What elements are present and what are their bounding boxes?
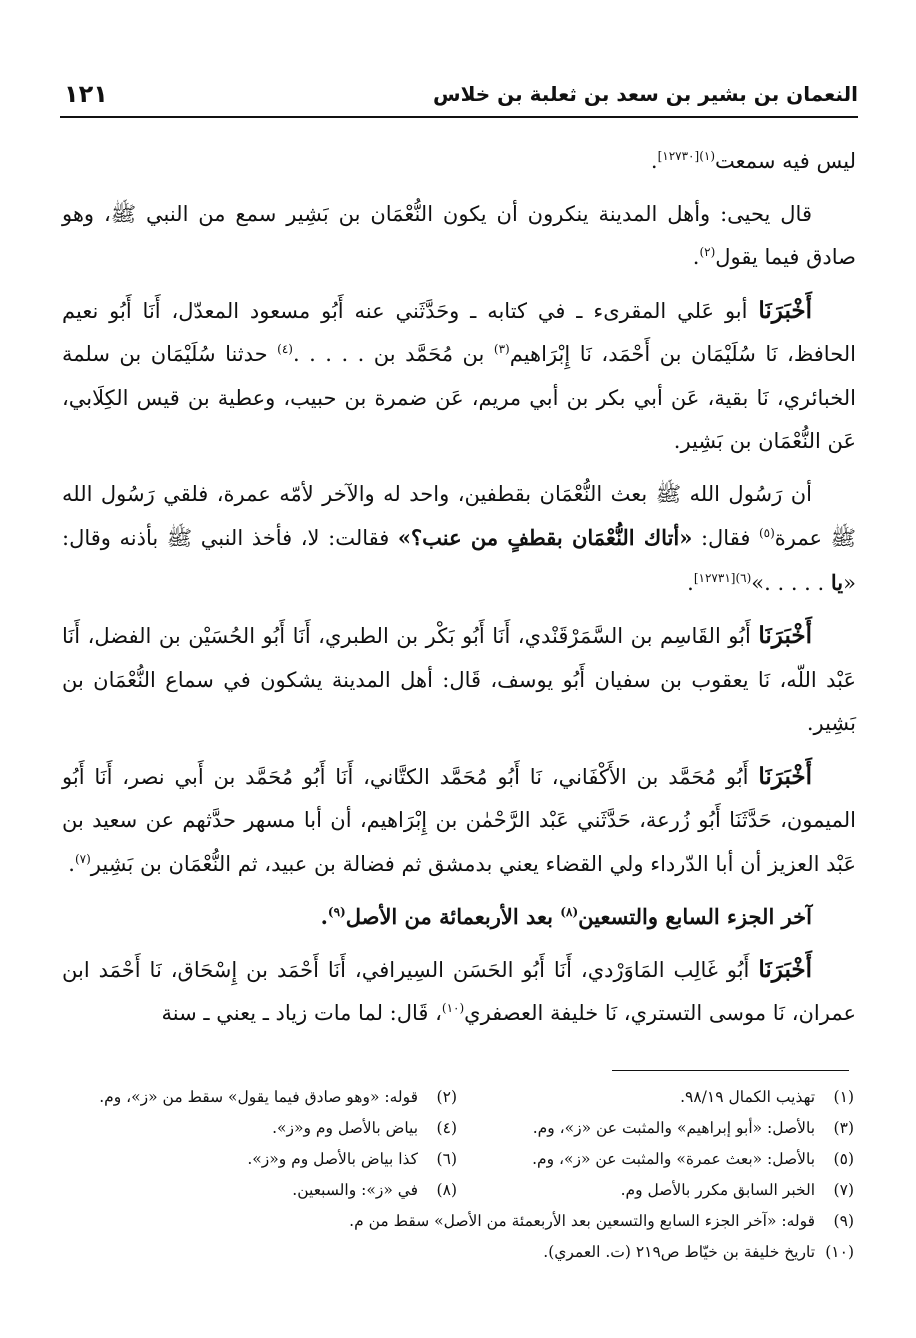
paragraph-text: قال يحيى: وأهل المدينة ينكرون أن يكون النُّعْمَان بن بَشِير سمع من النبي ﷺ، وهو صادق فيما يقول — [62, 201, 856, 269]
akhbarana-keyword: أَخْبَرَنَا — [758, 296, 812, 324]
paragraph-3 — [62, 289, 856, 464]
paragraph-8 — [62, 948, 856, 1036]
footnote-separator — [612, 1070, 849, 1071]
footnote-ref: (١٠) — [441, 1001, 465, 1015]
running-title: النعمان بن بشير بن سعد بن ثعلبة بن خلاس — [433, 82, 858, 106]
hadith-quote: «أتاك النُّعْمَان بقطفٍ من عنب؟» — [397, 525, 693, 550]
footnote-text: بالأصل: «بعث عمرة» والمثبت عن «ز»، وم. — [532, 1150, 816, 1168]
footnote-text: قوله: «وهو صادق فيما يقول» سقط من «ز»، وم. — [99, 1088, 419, 1106]
footnote-number: (٦) — [436, 1150, 457, 1168]
paragraph-text: أَبُو غَالِب المَاوَرْدي، أَنَا أَبُو الحَسَن السِيرافي، أَنَا أَحْمَد بن إِسْحَاق، نَا أَحْمَد ابن عمران، نَا موسى التستري، نَا خليفة العصفري — [62, 957, 856, 1025]
paragraph-text: فقالت: لا، فأخذ النبي ﷺ بأذنه وقال: « — [62, 526, 856, 595]
footnote-ref: (٢) — [699, 245, 716, 259]
footnote-5 — [457, 1144, 854, 1175]
paragraph-text: بعد الأربعمائة من الأصل — [345, 904, 561, 929]
footnote-number: (١) — [833, 1088, 854, 1106]
page-header — [60, 76, 858, 118]
paragraph-text: فقال: — [692, 526, 759, 550]
footnote-text: قوله: «آخر الجزء السابع والتسعين بعد الأربعمئة من الأصل» سقط من م. — [349, 1212, 816, 1230]
footnote-number: (٧) — [833, 1181, 854, 1199]
paragraph-tail: . — [650, 149, 658, 173]
footnote-ref: (٨) — [560, 905, 579, 919]
footnote-1 — [457, 1082, 854, 1113]
footnote-9 — [60, 1206, 854, 1237]
paragraph-text: بن مُحَمَّد بن . . . . . — [292, 342, 494, 366]
footnote-text: في «ز»: والسبعين. — [292, 1181, 419, 1199]
footnote-ref: (٥) — [758, 526, 775, 540]
paragraph-text: أَبُو القَاسِم بن السَّمَرْقَنْدي، أَنَا أَبُو بَكْر بن الطبري، أَنَا أَبُو الحُسَيْن بن الفضل، أَنَا عَبْد اللّه، نَا يعقوب بن سفيان أَبُو يوسف، قَال: أهل المدينة يشكون في سماع النُّعْمَان بن بَشِير. — [62, 624, 856, 735]
footnote-8 — [60, 1175, 457, 1206]
footnote-text: بالأصل: «أبو إبراهيم» والمثبت عن «ز»، وم. — [532, 1119, 816, 1137]
main-text — [62, 140, 856, 1045]
footnote-10 — [60, 1237, 854, 1268]
hadith-number: [١٢٧٣١] — [693, 570, 736, 585]
footnote-ref: (٦) — [735, 570, 752, 585]
paragraph-text: آخر الجزء السابع والتسعين — [578, 904, 812, 929]
footnote-row — [60, 1175, 854, 1206]
footnote-text: تهذيب الكمال ٩٨/١٩. — [680, 1088, 816, 1106]
footnote-3 — [457, 1113, 854, 1144]
footnote-6 — [60, 1144, 457, 1175]
footnote-number: (١٠) — [825, 1243, 854, 1261]
akhbarana-keyword: أَخْبَرَنَا — [758, 622, 812, 649]
footnote-number: (٣) — [833, 1119, 854, 1137]
paragraph-5 — [62, 614, 856, 746]
paragraph-tail: . — [320, 904, 328, 929]
footnote-ref: (١) — [699, 149, 716, 163]
akhbarana-keyword: أَخْبَرَنَا — [758, 762, 812, 790]
hadith-number: [١٢٧٣٠] — [657, 149, 700, 163]
footnote-text: كذا بياض بالأصل وم و«ز». — [247, 1150, 419, 1168]
footnote-number: (٥) — [833, 1150, 854, 1168]
footnote-number: (٢) — [436, 1088, 457, 1106]
footnote-row — [60, 1082, 854, 1113]
footnote-4 — [60, 1113, 457, 1144]
paragraph-2 — [62, 193, 856, 280]
footnote-ref: (٧) — [74, 851, 91, 866]
paragraph-6 — [62, 755, 856, 887]
section-end-note — [62, 895, 856, 939]
paragraph-4 — [62, 473, 856, 606]
footnote-number: (٩) — [833, 1212, 854, 1230]
footnote-text: الخبر السابق مكرر بالأصل وم. — [620, 1181, 816, 1199]
footnote-number: (٤) — [436, 1119, 457, 1137]
footnotes — [60, 1082, 854, 1268]
akhbarana-keyword: أَخْبَرَنَا — [758, 955, 812, 983]
footnote-ref: (٤) — [277, 342, 293, 356]
footnote-number: (٨) — [436, 1181, 457, 1199]
footnote-text: بياض بالأصل وم و«ز». — [272, 1119, 419, 1137]
paragraph-text: أَبُو مُحَمَّد بن الأَكْفَاني، نَا أَبُو مُحَمَّد الكتَّاني، أَنَا أَبُو مُحَمَّد بن أَبي نصر، أَنَا أَبُو الميمون، حَدَّثَنَا أَبُو زُرعة، حَدَّثَني عَبْد الرَّحْمٰن بن إِبْرَاهيم، أن أبا مسهر حدَّثهم عن سعيد بن عَبْد العزيز أن أبا الدّرداء ولي القضاء يعني بدمشق ثم فضالة بن عبيد، ثم النُّعْمَان بن بَشِير — [62, 764, 856, 876]
paragraph-text: . . . . .» — [751, 570, 831, 595]
page-number: ١٢١ — [64, 80, 108, 108]
footnote-2 — [60, 1082, 457, 1113]
footnote-row — [60, 1144, 854, 1175]
footnote-text: تاريخ خليفة بن خيّاط ص٢١٩ (ت. العمري). — [543, 1243, 816, 1261]
paragraph-tail: . — [68, 851, 75, 876]
footnote-row — [60, 1113, 854, 1144]
paragraph-tail: . — [692, 245, 700, 269]
paragraph-text: ليس فيه سمعت — [715, 149, 856, 173]
paragraph-tail: . — [687, 570, 694, 595]
paragraph-text: أبو عَلي المقرىء ـ في كتابه ـ وحَدَّثَني عنه أَبُو مسعود المعدّل، أَنَا أَبُو نعيم الحافظ، نَا سُلَيْمَان بن أَحْمَد، نَا إِبْرَاهيم — [62, 298, 856, 366]
paragraph-1 — [62, 140, 856, 184]
footnote-ref: (٣) — [493, 342, 510, 356]
paragraph-text: حدثنا سُلَيْمَان بن سلمة الخبائري، نَا بقية، عَن أبي بكر بن أبي مريم، عَن ضمرة بن حبيب، وعطية بن قيس الكِلَابي، عَن النُّعْمَان بن بَشِير. — [62, 342, 856, 453]
paragraph-text: أن رَسُول الله ﷺ بعث النُّعْمَان بقطفين، واحد له والآخر لأمّه عمرة، فلقي رَسُول الله ﷺ عمرة — [62, 481, 856, 550]
footnote-ref: (٩) — [327, 905, 346, 919]
paragraph-text: ، قَال: لما مات زياد ـ يعني ـ سنة — [161, 1001, 442, 1025]
hadith-quote: يا — [830, 569, 844, 595]
footnote-7 — [457, 1175, 854, 1206]
